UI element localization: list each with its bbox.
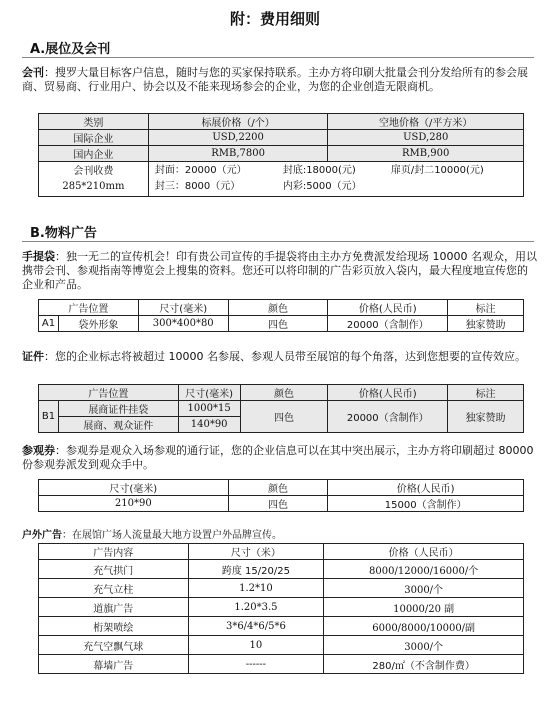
table-cell: 10000/20 副	[324, 598, 524, 617]
table-cell: RMB,7800	[148, 146, 328, 162]
table-header: 价格(人民币)	[328, 385, 448, 401]
outdoor-text: ：在展馆广场人流量最大地方设置户外品牌宣传。	[62, 530, 282, 541]
table-header: 价格(人民币)	[328, 300, 448, 316]
huikan-paragraph	[22, 66, 537, 94]
kankan-price: 封面：20000（元）	[154, 165, 247, 176]
table-cell: USD,280	[328, 130, 524, 146]
cert-text: ：您的企业标志将被超过 10000 名参展、参观人员带至展馆的每个角落，达到您想要的宣传效应。	[44, 350, 526, 363]
table-cell: 充气立柱	[39, 579, 189, 598]
table-cell: 展商、观众证件	[58, 417, 178, 433]
table-cell: RMB,900	[328, 146, 524, 162]
huikan-text: ：搜罗大量目标客户信息，随时与您的买家保持联系。主办方将印刷大批量会刊分发给所有的参会展商、贸易商、行业用户、协会以及不能来现场参会的企业，为您的企业创造无限商机。	[22, 66, 528, 93]
table-cell: 1.2*10	[188, 579, 324, 598]
kankan-prices-cell	[148, 162, 523, 197]
table-header: 空地价格（/平方米）	[328, 114, 524, 130]
bag-table	[38, 299, 524, 332]
table-cell: 国际企业	[39, 130, 149, 146]
table-cell: 幕墙广告	[39, 655, 189, 674]
section-a-heading: A.展位及会刊	[30, 42, 111, 57]
kankan-price: 扉页/封二10000(元)	[390, 165, 484, 176]
table-cell: 1000*15	[178, 401, 240, 417]
booth-price-table	[38, 113, 524, 197]
divider	[22, 57, 534, 58]
table-cell: USD,2200	[148, 130, 328, 146]
outdoor-table	[38, 543, 524, 674]
table-cell: 6000/8000/10000/副	[324, 617, 524, 636]
table-cell: 四色	[228, 496, 328, 512]
bag-text: ：独一无二的宣传机会！印有贵公司宣传的手提袋将由主办方免费派发给现场 10000 名观众，用以携带会刊、参观指南等博览会上搜集的资料。您还可以将印制的广告彩页放入袋内，最大程度地宣传您的企业和产品。	[22, 250, 537, 291]
ticket-paragraph	[22, 444, 537, 472]
ticket-text: ：参观券是观众入场参观的通行证，您的企业信息可以在其中突出展示，主办方将印刷超过 80000 份参观券派发到观众手中。	[22, 444, 534, 471]
table-header: 颜色	[228, 300, 328, 316]
kankan-label-cell	[39, 162, 149, 197]
table-cell: 跨度 15/20/25	[188, 560, 324, 579]
table-cell: 道旗广告	[39, 598, 189, 617]
table-cell: 桁架喷绘	[39, 617, 189, 636]
section-b-heading: B.物料广告	[30, 226, 97, 241]
table-header: 标注	[448, 385, 524, 401]
table-header: 广告位置	[39, 300, 139, 316]
kankan-price: 内彩:5000（元）	[282, 181, 362, 192]
table-cell: 1.20*3.5	[188, 598, 324, 617]
table-cell: 140*90	[178, 417, 240, 433]
table-cell: 四色	[240, 401, 328, 433]
table-cell: 10	[188, 636, 324, 655]
table-cell: 210*90	[39, 496, 229, 512]
cert-paragraph	[22, 350, 537, 364]
table-header: 价格（人民币）	[324, 544, 524, 560]
table-cell: 四色	[228, 316, 328, 332]
table-header: 类别	[39, 114, 149, 130]
table-header: 标展价格（/个）	[148, 114, 328, 130]
outdoor-label: 户外广告	[22, 530, 62, 541]
table-header: 标注	[448, 300, 524, 316]
table-cell: 300*400*80	[138, 316, 228, 332]
table-cell: 独家赞助	[448, 316, 524, 332]
table-header: 尺寸(毫米)	[138, 300, 228, 316]
table-cell: A1	[39, 316, 59, 332]
table-cell: 15000（含制作）	[328, 496, 524, 512]
table-cell: 20000（含制作）	[328, 401, 448, 433]
table-header: 尺寸(毫米)	[39, 480, 229, 496]
ticket-label: 参观券	[22, 444, 55, 457]
table-cell: 8000/12000/16000/个	[324, 560, 524, 579]
table-cell: 袋外形象	[58, 316, 138, 332]
cert-table	[38, 384, 524, 433]
table-header: 尺寸（米）	[188, 544, 324, 560]
bag-paragraph	[22, 250, 537, 292]
table-cell: B1	[39, 401, 59, 433]
table-header: 尺寸(毫米)	[178, 385, 240, 401]
table-header: 颜色	[240, 385, 328, 401]
table-cell: 3000/个	[324, 579, 524, 598]
table-header: 广告内容	[39, 544, 189, 560]
table-cell: 3000/个	[324, 636, 524, 655]
divider	[22, 241, 534, 242]
table-cell: 充气拱门	[39, 560, 189, 579]
table-header: 颜色	[228, 480, 328, 496]
table-cell: 充气空飘气球	[39, 636, 189, 655]
table-cell: 20000（含制作）	[328, 316, 448, 332]
table-cell: 展商证件挂袋	[58, 401, 178, 417]
kankan-price: 封三：8000（元）	[154, 181, 241, 192]
kankan-price: 封底:18000(元)	[282, 165, 356, 176]
table-cell: 280/㎡（不含制作费）	[324, 655, 524, 674]
table-cell: 独家赞助	[448, 401, 524, 433]
outdoor-paragraph	[22, 529, 537, 543]
page-title: 附：费用细则	[229, 10, 320, 28]
table-cell: 3*6/4*6/5*6	[188, 617, 324, 636]
bag-label: 手提袋	[22, 250, 55, 263]
ticket-table	[38, 479, 524, 512]
kankan-size: 285*210mm	[62, 181, 125, 192]
table-header: 广告位置	[39, 385, 179, 401]
table-cell: ------	[188, 655, 324, 674]
kankan-label: 会刊收费	[73, 166, 114, 177]
huikan-label: 会刊	[22, 66, 44, 79]
table-cell: 国内企业	[39, 146, 149, 162]
cert-label: 证件	[22, 350, 44, 363]
table-header: 价格(人民币)	[328, 480, 524, 496]
